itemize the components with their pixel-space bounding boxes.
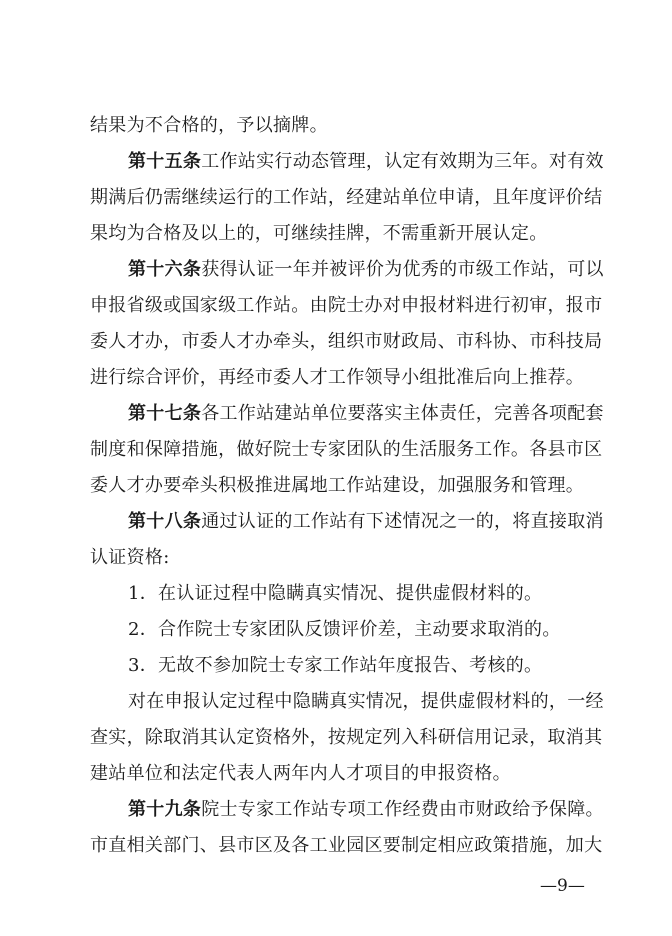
text-line (90, 720, 610, 756)
list-item (128, 576, 610, 612)
article-18-first-line (128, 504, 610, 540)
line-text: 1．在认证过程中隐瞒真实情况、提供虚假材料的。 (128, 583, 543, 604)
article-heading: 第十七条 (128, 403, 202, 424)
line-text: 对在申报认定过程中隐瞒真实情况，提供虚假材料的，一经 (128, 691, 604, 712)
page-number: —9— (540, 876, 585, 896)
article-15-first-line (128, 144, 610, 180)
line-text: 市直相关部门、县市区及各工业园区要制定相应政策措施，加大 (90, 835, 603, 856)
list-item (128, 612, 610, 648)
line-text: 委人才办要牵头积极推进属地工作站建设，加强服务和管理。 (90, 475, 585, 496)
text-line (90, 540, 610, 576)
text-line (90, 288, 610, 324)
line-text: 院士专家工作站专项工作经费由市财政给予保障。 (201, 799, 604, 820)
paragraph-first-line (128, 684, 610, 720)
line-text: 通过认证的工作站有下述情况之一的，将直接取消 (201, 511, 604, 532)
line-text: 2．合作院士专家团队反馈评价差，主动要求取消的。 (128, 619, 561, 640)
list-item (128, 648, 610, 684)
line-text: 委人才办，市委人才办牵头，组织市财政局、市科协、市科技局 (90, 331, 603, 352)
line-text: 建站单位和法定代表人两年内人才项目的申报资格。 (90, 763, 511, 784)
text-line (90, 324, 610, 360)
text-line (90, 216, 610, 252)
line-text: 查实，除取消其认定资格外，按规定列入科研信用记录，取消其 (90, 727, 603, 748)
text-line (90, 432, 610, 468)
text-line (90, 180, 610, 216)
line-text: 进行综合评价，再经市委人才工作领导小组批准后向上推荐。 (90, 367, 585, 388)
article-19-first-line (128, 792, 610, 828)
text-line (90, 468, 610, 504)
line-text: 申报省级或国家级工作站。由院士办对申报材料进行初审，报市 (90, 295, 603, 316)
article-heading: 第十六条 (128, 259, 202, 280)
text-line (90, 360, 610, 396)
article-heading: 第十九条 (128, 799, 202, 820)
article-16-first-line (128, 252, 610, 288)
line-text: 工作站实行动态管理，认定有效期为三年。对有效 (201, 151, 604, 172)
line-text: 果均为合格及以上的，可继续挂牌，不需重新开展认定。 (90, 223, 548, 244)
article-17-first-line (128, 396, 610, 432)
line-text: 各工作站建站单位要落实主体责任，完善各项配套 (201, 403, 604, 424)
line-text: 获得认证一年并被评价为优秀的市级工作站，可以 (201, 259, 604, 280)
line-text: 认证资格: (90, 547, 170, 568)
line-text: 结果为不合格的，予以摘牌。 (90, 115, 328, 136)
line-text: 3．无故不参加院士专家工作站年度报告、考核的。 (128, 655, 543, 676)
article-heading: 第十五条 (128, 151, 202, 172)
text-line (90, 108, 610, 144)
line-text: 期满后仍需继续运行的工作站，经建站单位申请，且年度评价结 (90, 187, 603, 208)
line-text: 制度和保障措施，做好院士专家团队的生活服务工作。各县市区 (90, 439, 603, 460)
article-heading: 第十八条 (128, 511, 202, 532)
text-line (90, 756, 610, 792)
text-line (90, 828, 610, 864)
